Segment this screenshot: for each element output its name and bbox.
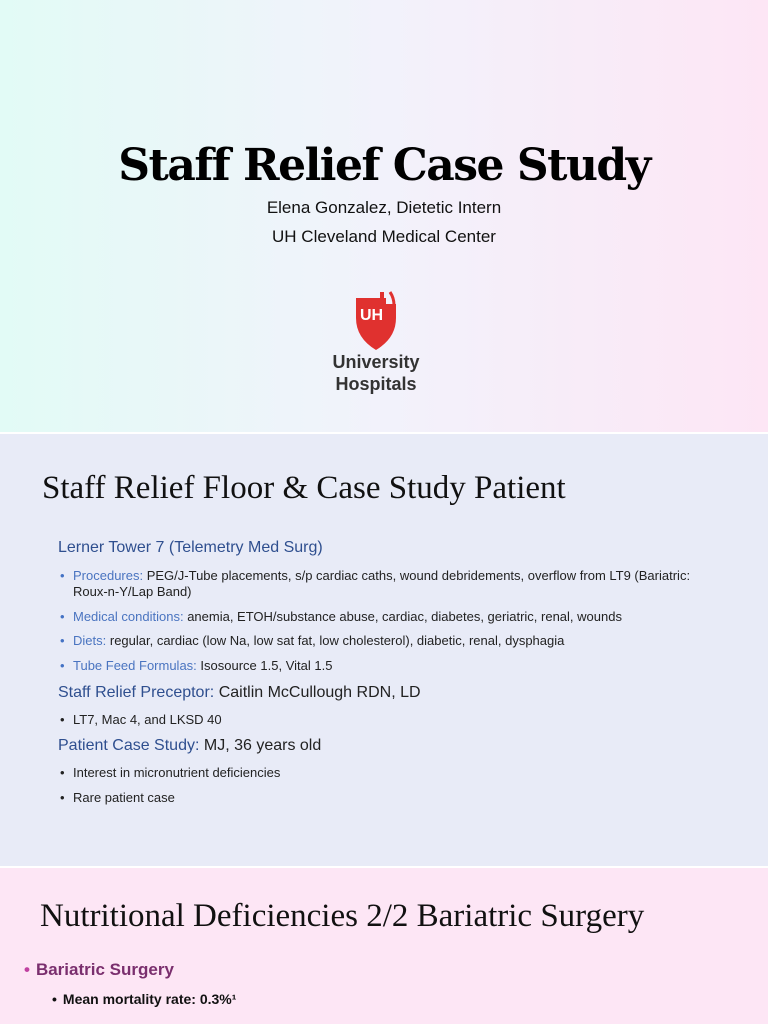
bullet-icon: • — [60, 633, 65, 648]
bullet-icon: • — [60, 712, 65, 727]
logo-word-university: University — [332, 352, 420, 372]
shield-text: UH — [360, 307, 384, 324]
preceptor-bullet: • LT7, Mac 4, and LKSD 40 — [60, 712, 222, 727]
institution-line: UH Cleveland Medical Center — [272, 227, 496, 246]
bullet-icon: • — [24, 960, 30, 979]
bariatric-bullet: • Mean mortality rate: 0.3%¹ — [52, 991, 237, 1007]
bariatric-heading: • Bariatric Surgery — [24, 960, 174, 979]
bullet-icon: • — [60, 609, 65, 624]
patient-bullet: • Rare patient case — [60, 790, 175, 805]
bullet-icon: • — [60, 658, 65, 673]
slide2-title: Staff Relief Floor & Case Study Patient — [42, 470, 566, 506]
patient-heading: Patient Case Study: MJ, 36 years old — [58, 737, 322, 754]
title-slide — [0, 0, 768, 432]
bullet-icon: • — [60, 568, 65, 583]
unit-heading: Lerner Tower 7 (Telemetry Med Surg) — [58, 539, 323, 556]
unit-bullet: • Procedures: PEG/J-Tube placements, s/p cardiac caths, wound debridements, overflow from LT9 (Bariatric: Roux-n-Y/Lap Band) — [60, 568, 691, 599]
bullet-icon: • — [60, 765, 65, 780]
unit-bullet: • Medical conditions: anemia, ETOH/substance abuse, cardiac, diabetes, geriatric, renal, wounds — [60, 609, 622, 624]
bullet-icon: • — [60, 790, 65, 805]
bullet-icon: • — [52, 991, 57, 1007]
university-hospitals-logo — [316, 290, 452, 400]
author-line: Elena Gonzalez, Dietetic Intern — [266, 198, 502, 217]
deficiencies-slide — [0, 868, 768, 1024]
floor-slide — [0, 434, 768, 866]
patient-bullet: • Interest in micronutrient deficiencies — [60, 765, 281, 780]
logo-word-hospitals: Hospitals — [335, 374, 417, 394]
unit-bullet: • Diets: regular, cardiac (low Na, low sat fat, low cholesterol), diabetic, renal, dysphagia — [60, 633, 565, 648]
uh-shield-icon — [354, 290, 400, 352]
preceptor-heading: Staff Relief Preceptor: Caitlin McCullough RDN, LD — [58, 684, 421, 701]
slide1-title: Staff Relief Case Study — [118, 140, 650, 191]
unit-bullet: • Tube Feed Formulas: Isosource 1.5, Vital 1.5 — [60, 658, 333, 673]
slide3-title: Nutritional Deficiencies 2/2 Bariatric Surgery — [40, 898, 645, 934]
